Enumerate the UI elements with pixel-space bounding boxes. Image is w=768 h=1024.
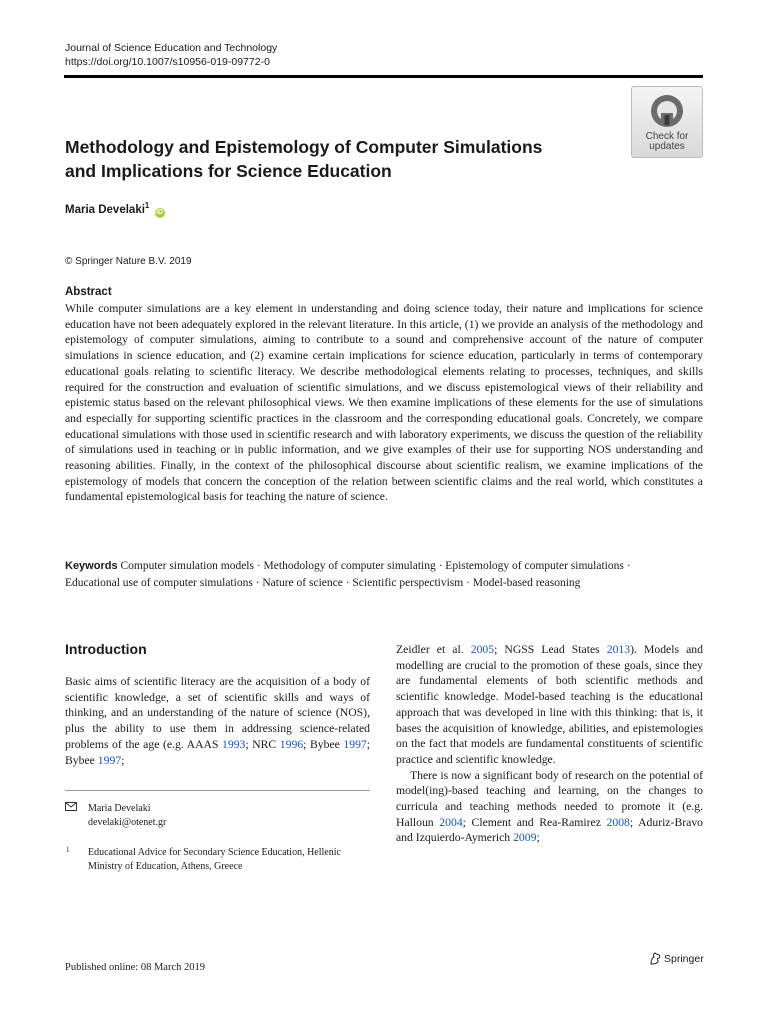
check-for-updates-badge[interactable]	[631, 86, 703, 158]
intro-paragraph-2	[396, 768, 703, 847]
citation-link[interactable]: 2009	[513, 831, 537, 845]
citation-link[interactable]: 1997	[343, 737, 367, 751]
doi-link[interactable]: https://doi.org/10.1007/s10956-019-09772-0	[65, 56, 270, 68]
author-affiliation-marker: 1	[144, 201, 150, 210]
envelope-icon	[65, 802, 77, 811]
corresponding-author-name: Maria Develaki	[88, 803, 151, 814]
citation-separator: ; Bybee	[303, 737, 344, 751]
article-title	[65, 135, 605, 183]
published-date: Published online: 08 March 2019	[65, 962, 205, 973]
intro-col1-text: Basic aims of scientific literacy are the acquisition of a body of scientific knowledge, a set of scientific skills and ways of thinking, and an understanding of the nature of science (NOS), plus the ability to use them in addressing science-related problems of the age (e.g. AAAS	[65, 675, 370, 751]
introduction-heading: Introduction	[65, 641, 147, 657]
publisher-name: Springer	[664, 953, 704, 965]
keywords	[65, 558, 710, 592]
text-run: ; Aduriz-Bravo and Izquierdo-Aymerich	[396, 815, 704, 845]
citation-link[interactable]: 1996	[279, 737, 304, 751]
affiliation-line-2: Ministry of Education, Athens, Greece	[88, 860, 243, 872]
affiliation	[88, 846, 368, 873]
corresponding-author-email[interactable]: develaki@otenet.gr	[88, 816, 167, 828]
citation-link[interactable]: 2008	[606, 815, 630, 829]
author-name[interactable]: Maria Develaki	[65, 203, 145, 216]
citation-link[interactable]: 2013	[606, 643, 631, 656]
abstract-heading: Abstract	[65, 286, 112, 298]
badge-label-line2: updates	[649, 141, 685, 152]
text-run: Zeidler et al.	[396, 643, 471, 656]
publisher-logo	[649, 952, 704, 965]
orcid-icon[interactable]: iD	[156, 208, 164, 216]
keywords-line-1: Computer simulation models · Methodology of computer simulating · Epistemology of computer simulations ·	[120, 560, 631, 572]
text-run: ;	[536, 831, 540, 845]
journal-name: Journal of Science Education and Technology	[65, 42, 278, 54]
citation-separator: ;	[121, 753, 125, 767]
crossmark-icon	[649, 93, 685, 129]
citation-separator: ; NRC	[245, 737, 280, 751]
citation-separator: ; Bybee	[65, 737, 370, 767]
citation-link[interactable]: 2004	[439, 815, 463, 829]
footnote-rule	[65, 790, 370, 791]
copyright: © Springer Nature B.V. 2019	[65, 256, 192, 267]
corresponding-author	[88, 802, 166, 829]
introduction-column-2	[396, 642, 703, 846]
affiliation-number: 1	[66, 846, 70, 854]
title-line-1: Methodology and Epistemology of Computer Simulations	[65, 137, 543, 157]
citation-link[interactable]: 2005	[470, 643, 495, 656]
keywords-label: Keywords	[65, 560, 118, 572]
abstract-text: While computer simulations are a key element in understanding and doing science today, their nature and implications for science education have not been adequately explored in the relevant literature. In this article, (1) we provide an analysis of the methodology and epistemology of computer simulations, aiming to contribute to a sound and comprehensive account of the nature of computer simulations in science education, and (2) examine certain implications for science education, particularly in terms of contemporary educational goals relating to scientific literacy. We describe methodological elements relating to processes, techniques, and skills required for the construction and evaluation of scientific simulations, and we discuss epistemological views of their reliability and epistemic status based on the relevant philosophical views. We then examine implications of these elements for the use of simulations and especially for supporting scientific practices in the classroom and the corresponding educational goals. Concretely, we compare educational simulations with those used in scientific research and with laboratory experiments, we discuss the question of the reliability of simulations used in teaching or in public information, and we give examples of their use for supporting NOS understanding and reasoning abilities. Finally, in the context of the philosophical discourse about scientific realism, we examine implications of the epistemology of models that concern the conception of the relation between scientific claims and the real world, which constitutes a fundamental epistemological basis for teaching the nature of science.	[65, 302, 703, 504]
journal-header	[65, 41, 277, 69]
citation-link[interactable]: 1993	[222, 737, 246, 751]
title-line-2: and Implications for Science Education	[65, 161, 392, 181]
introduction-column-1	[65, 674, 370, 768]
badge-label-line1: Check for	[645, 131, 689, 142]
author-line	[65, 201, 165, 218]
springer-horse-icon	[649, 952, 662, 965]
keywords-line-2: Educational use of computer simulations · Nature of science · Scientific perspectivism · Model-based reasoning	[65, 577, 581, 589]
text-run: ; NGSS Lead States	[494, 643, 607, 656]
text-run: ). Models and modelling are crucial to the promotion of these goals, since they are fundamental elements of both scientific methods and scientific knowledge. Model-based teaching is the educational approach that was developed in line with this thinking: that is, it bases the acquisition of knowledge, abilities, and epistemologies on the fact that models are fundamental constituents of scientific practice and scientific knowledge.	[396, 643, 703, 766]
intro-paragraph-continued	[396, 642, 703, 768]
citation-link[interactable]: 1997	[97, 753, 122, 767]
affiliation-line-1: Educational Advice for Secondary Science Education, Hellenic	[88, 847, 341, 858]
text-run: ; Clement and Rea-Ramirez	[462, 815, 607, 829]
text-run: There is now a significant body of research on the potential of model(ing)-based teaching and learning, on the changes to curricula and teaching methods needed to promote it (e.g. Halloun	[396, 768, 703, 829]
header-rule	[64, 75, 703, 78]
